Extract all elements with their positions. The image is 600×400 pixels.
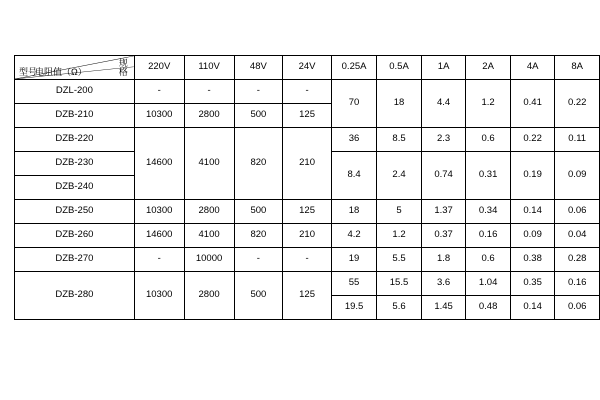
table-row: [15, 272, 600, 296]
row-model: DZB-210: [15, 104, 135, 128]
cell-current: 19.5: [331, 296, 376, 320]
cell-current: 1.2: [466, 80, 511, 128]
header-current-1a: 1A: [421, 56, 466, 80]
cell-current: 0.22: [555, 80, 600, 128]
cell-current: 0.16: [466, 224, 511, 248]
cell-current: 36: [331, 128, 376, 152]
cell-current: 5.5: [377, 248, 422, 272]
header-spec-char-2: 格: [118, 67, 128, 78]
cell-current: 8.4: [331, 152, 376, 200]
specification-table: [14, 55, 600, 320]
cell-current: 0.04: [555, 224, 600, 248]
row-model: DZB-230: [15, 152, 135, 176]
cell-current: 0.14: [510, 296, 555, 320]
header-current-8a: 8A: [555, 56, 600, 80]
cell-current: 18: [331, 200, 376, 224]
table-row: [15, 80, 600, 104]
cell-current: 0.19: [510, 152, 555, 200]
header-corner-cell: [15, 56, 135, 80]
cell-current: 0.28: [555, 248, 600, 272]
cell-current: 0.48: [466, 296, 511, 320]
cell-current: 0.11: [555, 128, 600, 152]
cell-voltage: -: [283, 248, 332, 272]
cell-voltage: 210: [283, 128, 332, 200]
cell-current: 0.6: [466, 128, 511, 152]
cell-voltage: -: [234, 248, 283, 272]
cell-current: 0.6: [466, 248, 511, 272]
cell-current: 15.5: [377, 272, 422, 296]
cell-voltage: 4100: [184, 224, 234, 248]
row-model: DZB-270: [15, 248, 135, 272]
header-resistance-label: 电阻值（Ω）: [35, 67, 87, 77]
cell-voltage: 14600: [134, 224, 184, 248]
cell-voltage: 820: [234, 224, 283, 248]
cell-current: 0.34: [466, 200, 511, 224]
table-row: [15, 200, 600, 224]
cell-current: 70: [331, 80, 376, 128]
cell-current: 0.09: [510, 224, 555, 248]
cell-current: 1.45: [421, 296, 466, 320]
header-current-0-25a: 0.25A: [331, 56, 376, 80]
header-voltage-110v: 110V: [184, 56, 234, 80]
cell-voltage: 14600: [134, 128, 184, 200]
header-voltage-24v: 24V: [283, 56, 332, 80]
row-model: DZB-240: [15, 176, 135, 200]
table-row: [15, 248, 600, 272]
cell-voltage: -: [134, 248, 184, 272]
table-row: [15, 224, 600, 248]
cell-voltage: 10000: [184, 248, 234, 272]
header-current-0-5a: 0.5A: [377, 56, 422, 80]
cell-current: 55: [331, 272, 376, 296]
header-current-4a: 4A: [510, 56, 555, 80]
cell-voltage: 500: [234, 272, 283, 320]
row-model: DZB-280: [15, 272, 135, 320]
cell-voltage: 820: [234, 128, 283, 200]
cell-current: 0.16: [555, 272, 600, 296]
cell-voltage: -: [234, 80, 283, 104]
cell-voltage: 2800: [184, 272, 234, 320]
row-model: DZL-200: [15, 80, 135, 104]
cell-current: 0.06: [555, 296, 600, 320]
row-model: DZB-260: [15, 224, 135, 248]
row-model: DZB-220: [15, 128, 135, 152]
cell-current: 0.35: [510, 272, 555, 296]
header-type-label: 型号: [19, 66, 38, 77]
cell-current: 3.6: [421, 272, 466, 296]
cell-current: 0.38: [510, 248, 555, 272]
header-voltage-48v: 48V: [234, 56, 283, 80]
cell-current: 19: [331, 248, 376, 272]
cell-current: 0.74: [421, 152, 466, 200]
cell-current: 0.31: [466, 152, 511, 200]
cell-voltage: 210: [283, 224, 332, 248]
table-row: [15, 128, 600, 152]
row-model: DZB-250: [15, 200, 135, 224]
cell-current: 0.09: [555, 152, 600, 200]
cell-voltage: -: [184, 80, 234, 104]
header-spec-char-1: 规: [118, 58, 128, 68]
cell-current: 4.4: [421, 80, 466, 128]
cell-voltage: 10300: [134, 104, 184, 128]
cell-voltage: 10300: [134, 200, 184, 224]
cell-current: 8.5: [377, 128, 422, 152]
cell-voltage: 500: [234, 200, 283, 224]
cell-current: 18: [377, 80, 422, 128]
cell-current: 1.8: [421, 248, 466, 272]
cell-voltage: 500: [234, 104, 283, 128]
cell-current: 2.3: [421, 128, 466, 152]
header-current-2a: 2A: [466, 56, 511, 80]
cell-voltage: 2800: [184, 104, 234, 128]
cell-current: 0.37: [421, 224, 466, 248]
cell-current: 1.37: [421, 200, 466, 224]
cell-current: 4.2: [331, 224, 376, 248]
cell-voltage: 125: [283, 200, 332, 224]
cell-voltage: 2800: [184, 200, 234, 224]
cell-current: 1.2: [377, 224, 422, 248]
cell-voltage: 125: [283, 104, 332, 128]
header-spec-label: [119, 59, 128, 78]
header-voltage-220v: 220V: [134, 56, 184, 80]
cell-current: 5.6: [377, 296, 422, 320]
cell-current: 0.22: [510, 128, 555, 152]
cell-current: 2.4: [377, 152, 422, 200]
cell-voltage: 10300: [134, 272, 184, 320]
cell-current: 5: [377, 200, 422, 224]
cell-voltage: 4100: [184, 128, 234, 200]
cell-current: 0.41: [510, 80, 555, 128]
cell-voltage: -: [283, 80, 332, 104]
cell-voltage: 125: [283, 272, 332, 320]
cell-current: 0.14: [510, 200, 555, 224]
cell-voltage: -: [134, 80, 184, 104]
cell-current: 1.04: [466, 272, 511, 296]
cell-current: 0.06: [555, 200, 600, 224]
